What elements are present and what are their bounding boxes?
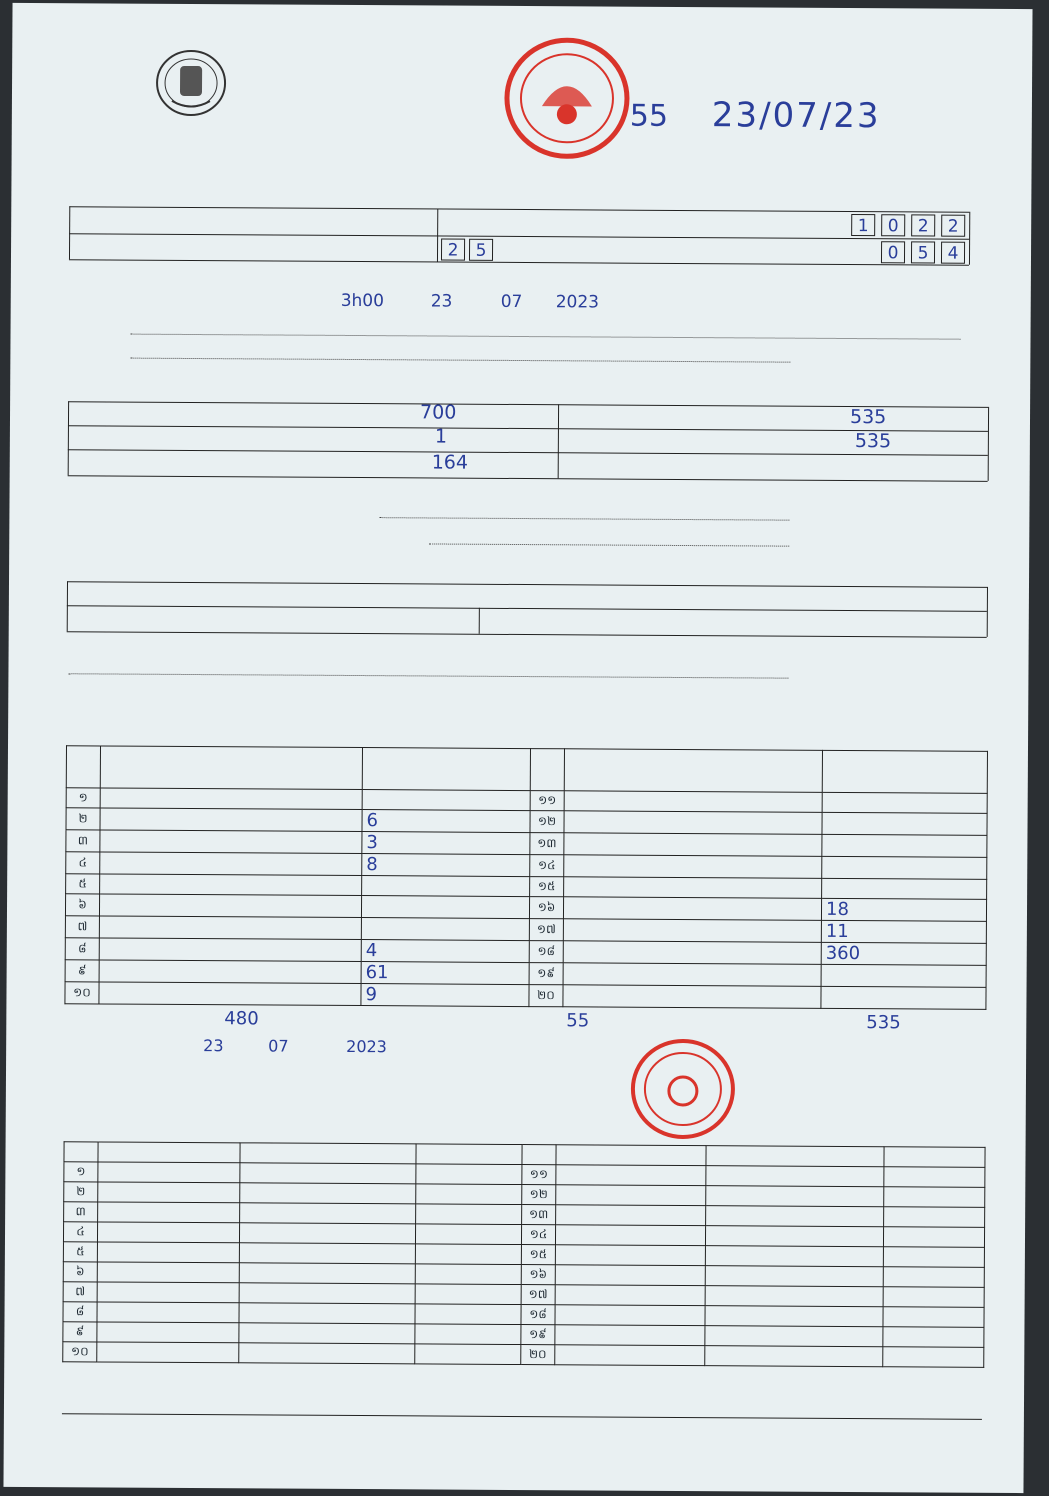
party-votes bbox=[361, 918, 529, 941]
row-number: ១៣ bbox=[522, 1205, 556, 1225]
witness-cell bbox=[415, 1224, 521, 1245]
witness-cell bbox=[705, 1346, 883, 1367]
witness-cell bbox=[240, 1203, 416, 1224]
witness-cell bbox=[555, 1325, 705, 1346]
party-votes bbox=[822, 856, 987, 879]
table-row bbox=[63, 1342, 984, 1368]
row-number: ៨ bbox=[65, 938, 99, 960]
row-number: ១៩ bbox=[521, 1325, 555, 1345]
witness-cell bbox=[556, 1205, 706, 1226]
row-number: ១៦ bbox=[521, 1265, 555, 1285]
row-number: ១៥ bbox=[521, 1245, 555, 1265]
row-number: ១៧ bbox=[529, 919, 563, 941]
party-votes: 360 bbox=[821, 942, 986, 965]
row-number: ១៤ bbox=[530, 855, 564, 877]
witness-cell bbox=[416, 1164, 522, 1185]
party-name bbox=[564, 855, 822, 879]
party-name bbox=[100, 808, 362, 832]
witness-cell bbox=[883, 1267, 984, 1288]
spoiled-ballots: 1 bbox=[434, 425, 448, 448]
voters-count: 535 bbox=[849, 406, 887, 429]
witness-cell bbox=[415, 1304, 521, 1325]
party-name bbox=[563, 919, 821, 943]
witness-cell bbox=[97, 1302, 239, 1323]
party-votes bbox=[822, 878, 987, 899]
province-code-2: 5 bbox=[469, 239, 493, 261]
witness-cell bbox=[556, 1165, 706, 1186]
row-number: ១៣ bbox=[530, 833, 564, 855]
party-name bbox=[563, 897, 821, 921]
row-number: ៧ bbox=[65, 916, 99, 938]
total-valid-votes: 480 bbox=[224, 1008, 259, 1030]
witness-cell bbox=[556, 1185, 706, 1206]
total-in-box: 535 bbox=[866, 1012, 901, 1034]
party-votes bbox=[822, 812, 987, 835]
annotation-number: 55 bbox=[629, 98, 669, 134]
witness-cell bbox=[555, 1245, 705, 1266]
witness-cell bbox=[555, 1345, 705, 1366]
commune-code-2: 5 bbox=[911, 241, 935, 263]
party-votes: 18 bbox=[821, 898, 986, 921]
row-number: ៩ bbox=[65, 960, 99, 982]
row-number: ១៧ bbox=[521, 1285, 555, 1305]
witness-cell bbox=[239, 1323, 415, 1344]
witness-cell bbox=[884, 1207, 985, 1228]
row-number: ១ bbox=[66, 788, 100, 808]
witness-cell bbox=[415, 1324, 521, 1345]
party-votes bbox=[362, 876, 530, 897]
row-number: ៥ bbox=[63, 1242, 97, 1262]
row-number: ១៥ bbox=[530, 877, 564, 897]
witness-cell bbox=[239, 1263, 415, 1284]
party-name bbox=[99, 982, 361, 1006]
party-name bbox=[563, 985, 821, 1009]
witness-cell bbox=[416, 1204, 522, 1225]
witness-cell bbox=[98, 1202, 240, 1223]
witness-cell bbox=[239, 1283, 415, 1304]
row-number: ៨ bbox=[63, 1302, 97, 1322]
count-day: 23 bbox=[430, 291, 453, 312]
station-code-4: 2 bbox=[941, 215, 965, 237]
party-votes bbox=[822, 792, 987, 813]
witness-cell bbox=[97, 1242, 239, 1263]
official-stamp-icon bbox=[628, 1037, 739, 1142]
count-month: 07 bbox=[500, 291, 523, 313]
witness-cell bbox=[883, 1247, 984, 1268]
row-number: ១ bbox=[64, 1162, 98, 1182]
row-number: ៣ bbox=[66, 830, 100, 852]
party-name bbox=[564, 811, 822, 835]
party-votes: 61 bbox=[361, 962, 529, 985]
station-code-3: 2 bbox=[911, 214, 935, 236]
row-number: ៥ bbox=[66, 874, 100, 894]
party-name bbox=[100, 788, 362, 810]
party-name bbox=[100, 874, 362, 896]
party-name bbox=[99, 916, 361, 940]
row-number: ២ bbox=[66, 808, 100, 830]
party-votes bbox=[822, 834, 987, 857]
witness-cell bbox=[883, 1347, 984, 1368]
party-name bbox=[563, 941, 821, 965]
row-number: ១២ bbox=[530, 811, 564, 833]
party-votes bbox=[362, 790, 530, 811]
row-number: ៦ bbox=[65, 894, 99, 916]
witness-cell bbox=[884, 1167, 985, 1188]
witness-cell bbox=[97, 1342, 239, 1363]
witness-cell bbox=[705, 1306, 883, 1327]
party-name bbox=[564, 877, 822, 899]
row-number: ៤ bbox=[63, 1222, 97, 1242]
table-row bbox=[65, 982, 986, 1010]
witness-cell bbox=[239, 1343, 415, 1364]
party-votes bbox=[821, 986, 986, 1009]
party-votes bbox=[821, 964, 986, 987]
party-votes: 6 bbox=[362, 810, 530, 833]
count-hour: 3h00 bbox=[340, 290, 385, 312]
party-votes: 4 bbox=[361, 940, 529, 963]
stamp-icon bbox=[502, 36, 633, 162]
party-name bbox=[99, 938, 361, 962]
witness-cell bbox=[706, 1206, 884, 1227]
party-name bbox=[100, 830, 362, 854]
witness-table bbox=[62, 1141, 985, 1368]
witness-cell bbox=[415, 1284, 521, 1305]
row-number: ៤ bbox=[66, 852, 100, 874]
party-votes: 9 bbox=[361, 984, 529, 1007]
witness-cell bbox=[415, 1244, 521, 1265]
witness-cell bbox=[706, 1166, 884, 1187]
row-number: ១២ bbox=[522, 1185, 556, 1205]
received-ballots: 700 bbox=[419, 401, 457, 424]
witness-cell bbox=[239, 1223, 415, 1244]
witness-cell bbox=[240, 1163, 416, 1184]
row-number: ១១ bbox=[522, 1165, 556, 1185]
witness-cell bbox=[415, 1264, 521, 1285]
witness-cell bbox=[705, 1266, 883, 1287]
witness-cell bbox=[884, 1187, 985, 1208]
commune-code-1: 0 bbox=[881, 241, 905, 263]
witness-cell bbox=[240, 1183, 416, 1204]
witness-cell bbox=[555, 1265, 705, 1286]
witness-cell bbox=[415, 1344, 521, 1365]
witness-cell bbox=[883, 1307, 984, 1328]
party-votes: 8 bbox=[362, 854, 530, 877]
emblem-icon bbox=[152, 46, 230, 120]
row-number: ១៩ bbox=[529, 963, 563, 985]
row-number: ១១ bbox=[530, 791, 564, 811]
annotation-date: 23/07/23 bbox=[711, 95, 881, 137]
commune-code-3: 4 bbox=[941, 242, 965, 264]
party-name bbox=[99, 960, 361, 984]
witness-cell bbox=[98, 1182, 240, 1203]
witness-cell bbox=[883, 1287, 984, 1308]
document-page bbox=[3, 3, 1032, 1493]
witness-cell bbox=[416, 1184, 522, 1205]
row-number: ៩ bbox=[63, 1322, 97, 1342]
witness-cell bbox=[883, 1227, 984, 1248]
station-code-2: 0 bbox=[881, 214, 905, 236]
row-number: ៦ bbox=[63, 1262, 97, 1282]
row-number: ១៨ bbox=[521, 1305, 555, 1325]
party-name bbox=[563, 963, 821, 987]
witness-cell bbox=[705, 1326, 883, 1347]
count-year: 2023 bbox=[555, 292, 600, 313]
province-code-1: 2 bbox=[441, 239, 465, 261]
row-number: ១៤ bbox=[521, 1225, 555, 1245]
witness-cell bbox=[705, 1246, 883, 1267]
witness-cell bbox=[705, 1226, 883, 1247]
row-number: ២០ bbox=[529, 985, 563, 1007]
station-code-1: 1 bbox=[851, 214, 875, 236]
witness-cell bbox=[239, 1243, 415, 1264]
row-number: ១០ bbox=[63, 1342, 97, 1362]
row-number: ១៦ bbox=[529, 897, 563, 919]
date-year: 2023 bbox=[346, 1036, 387, 1057]
row-number: ២ bbox=[64, 1182, 98, 1202]
witness-cell bbox=[555, 1225, 705, 1246]
party-name bbox=[100, 852, 362, 876]
witness-cell bbox=[239, 1303, 415, 1324]
row-number: ២០ bbox=[521, 1345, 555, 1365]
party-votes bbox=[361, 896, 529, 919]
witness-cell bbox=[98, 1162, 240, 1183]
witness-cell bbox=[705, 1286, 883, 1307]
row-number: ៣ bbox=[64, 1202, 98, 1222]
total-invalid-votes: 55 bbox=[566, 1010, 590, 1032]
witness-cell bbox=[97, 1282, 239, 1303]
row-number: ១០ bbox=[65, 982, 99, 1004]
party-votes: 3 bbox=[362, 832, 530, 855]
results-table bbox=[64, 745, 988, 1010]
witness-cell bbox=[97, 1262, 239, 1283]
witness-cell bbox=[97, 1322, 239, 1343]
party-name bbox=[99, 894, 361, 918]
witness-cell bbox=[97, 1222, 239, 1243]
witness-cell bbox=[706, 1186, 884, 1207]
unused-ballots: 164 bbox=[431, 451, 469, 474]
party-name bbox=[564, 833, 822, 857]
witness-cell bbox=[555, 1285, 705, 1306]
date-day: 23 bbox=[203, 1036, 224, 1056]
party-name bbox=[564, 791, 822, 813]
row-number: ១៨ bbox=[529, 941, 563, 963]
party-votes: 11 bbox=[821, 920, 986, 943]
witness-cell bbox=[883, 1327, 984, 1348]
date-month: 07 bbox=[268, 1036, 289, 1056]
ballots-in-box: 535 bbox=[854, 430, 892, 453]
witness-cell bbox=[555, 1305, 705, 1326]
row-number: ៧ bbox=[63, 1282, 97, 1302]
